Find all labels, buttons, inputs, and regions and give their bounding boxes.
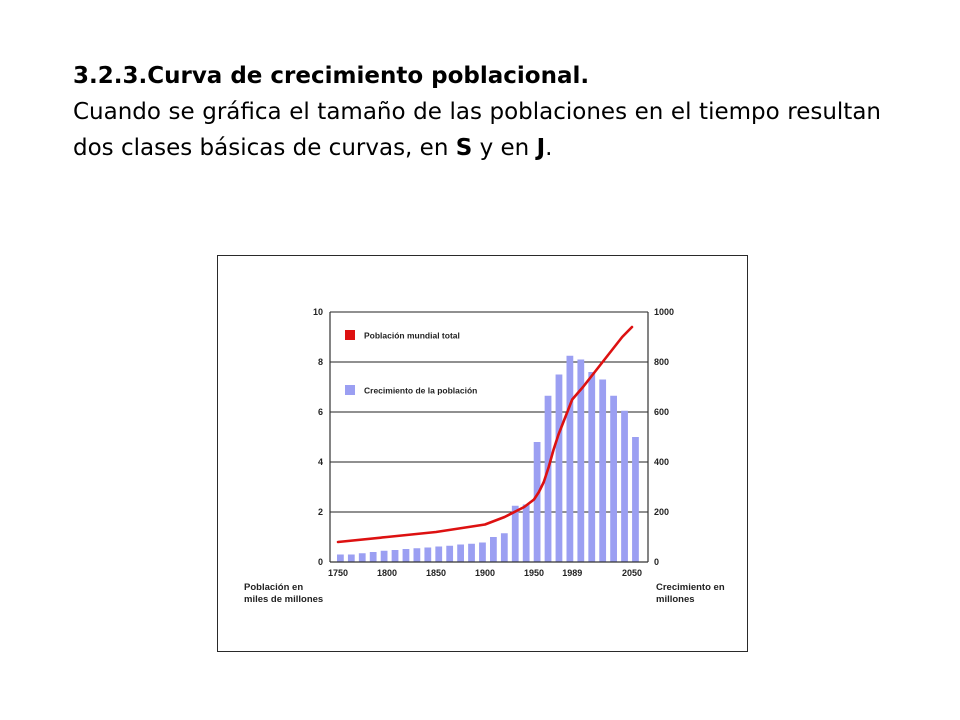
growth-bar: [632, 437, 639, 562]
population-chart: [218, 256, 747, 651]
growth-bar: [599, 380, 606, 563]
growth-bar: [567, 356, 574, 562]
paragraph-text-start: Cuando se gráfica el tamaño de las poblaciones en el tiempo resultan dos clases básicas de curvas, en: [73, 99, 881, 161]
legend-label-growth: Crecimiento de la población: [364, 385, 478, 396]
right-tick-label: 600: [654, 407, 670, 417]
x-tick-label: 1900: [474, 568, 496, 578]
growth-bar: [370, 552, 377, 562]
curve-type-s: S: [455, 135, 473, 161]
growth-bar: [424, 548, 431, 563]
x-tick-label: 2050: [621, 568, 643, 578]
legend-swatch-growth: [345, 385, 355, 395]
growth-bar: [490, 537, 497, 562]
slide-text-block: [73, 58, 881, 166]
right-axis-title-line-1: Crecimiento en: [656, 582, 725, 593]
left-tick-label: 0: [317, 557, 323, 567]
right-tick-label: 400: [654, 457, 670, 467]
x-axis-ticks: [328, 568, 642, 578]
x-tick-label: 1950: [523, 568, 545, 578]
growth-bar: [610, 396, 617, 562]
legend: [345, 330, 477, 396]
right-tick-label: 0: [654, 557, 660, 567]
right-tick-label: 200: [654, 507, 670, 517]
slide-heading: 3.2.3.Curva de crecimiento poblacional.: [73, 63, 590, 89]
growth-bar: [392, 550, 399, 562]
left-axis-title: [244, 582, 323, 605]
growth-bar: [414, 548, 421, 562]
growth-bar: [501, 533, 508, 562]
x-tick-label: 1800: [376, 568, 398, 578]
right-axis-title: [656, 582, 725, 605]
x-tick-label: 1989: [562, 568, 583, 578]
right-tick-label: 800: [654, 357, 670, 367]
growth-bar: [523, 505, 530, 563]
growth-bar: [534, 442, 541, 562]
legend-label-population: Población mundial total: [364, 330, 460, 341]
slide-paragraph: [73, 94, 881, 166]
right-axis-ticks: [654, 307, 674, 567]
left-tick-label: 8: [317, 357, 323, 367]
left-axis-ticks: [313, 307, 323, 567]
growth-bar: [403, 549, 410, 562]
left-tick-label: 10: [312, 307, 323, 317]
growth-bar: [337, 555, 344, 563]
growth-bar: [556, 375, 563, 563]
paragraph-text-middle: y en: [472, 135, 537, 161]
x-tick-label: 1850: [425, 568, 447, 578]
left-tick-label: 2: [317, 507, 323, 517]
curve-type-j: J: [536, 135, 546, 161]
growth-bar: [621, 411, 628, 562]
left-axis-title-line-2: miles de millones: [244, 594, 324, 605]
population-chart-figure: [217, 255, 748, 652]
growth-bar: [588, 372, 595, 562]
left-tick-label: 6: [317, 407, 323, 417]
growth-bar: [381, 551, 388, 562]
left-tick-label: 4: [317, 457, 323, 467]
right-axis-title-line-2: millones: [656, 594, 695, 605]
x-tick-label: 1750: [327, 568, 349, 578]
right-tick-label: 1000: [654, 307, 675, 317]
legend-swatch-population: [345, 330, 355, 340]
paragraph-text-end: .: [545, 135, 553, 161]
growth-bar: [348, 555, 355, 563]
growth-bar: [457, 545, 464, 563]
world-population-line: [338, 327, 632, 542]
growth-bar: [446, 546, 453, 562]
growth-bar: [468, 544, 475, 562]
growth-bar: [435, 547, 442, 563]
growth-bar: [359, 553, 366, 562]
growth-bar: [479, 543, 486, 563]
left-axis-title-line-1: Población en: [244, 582, 304, 593]
